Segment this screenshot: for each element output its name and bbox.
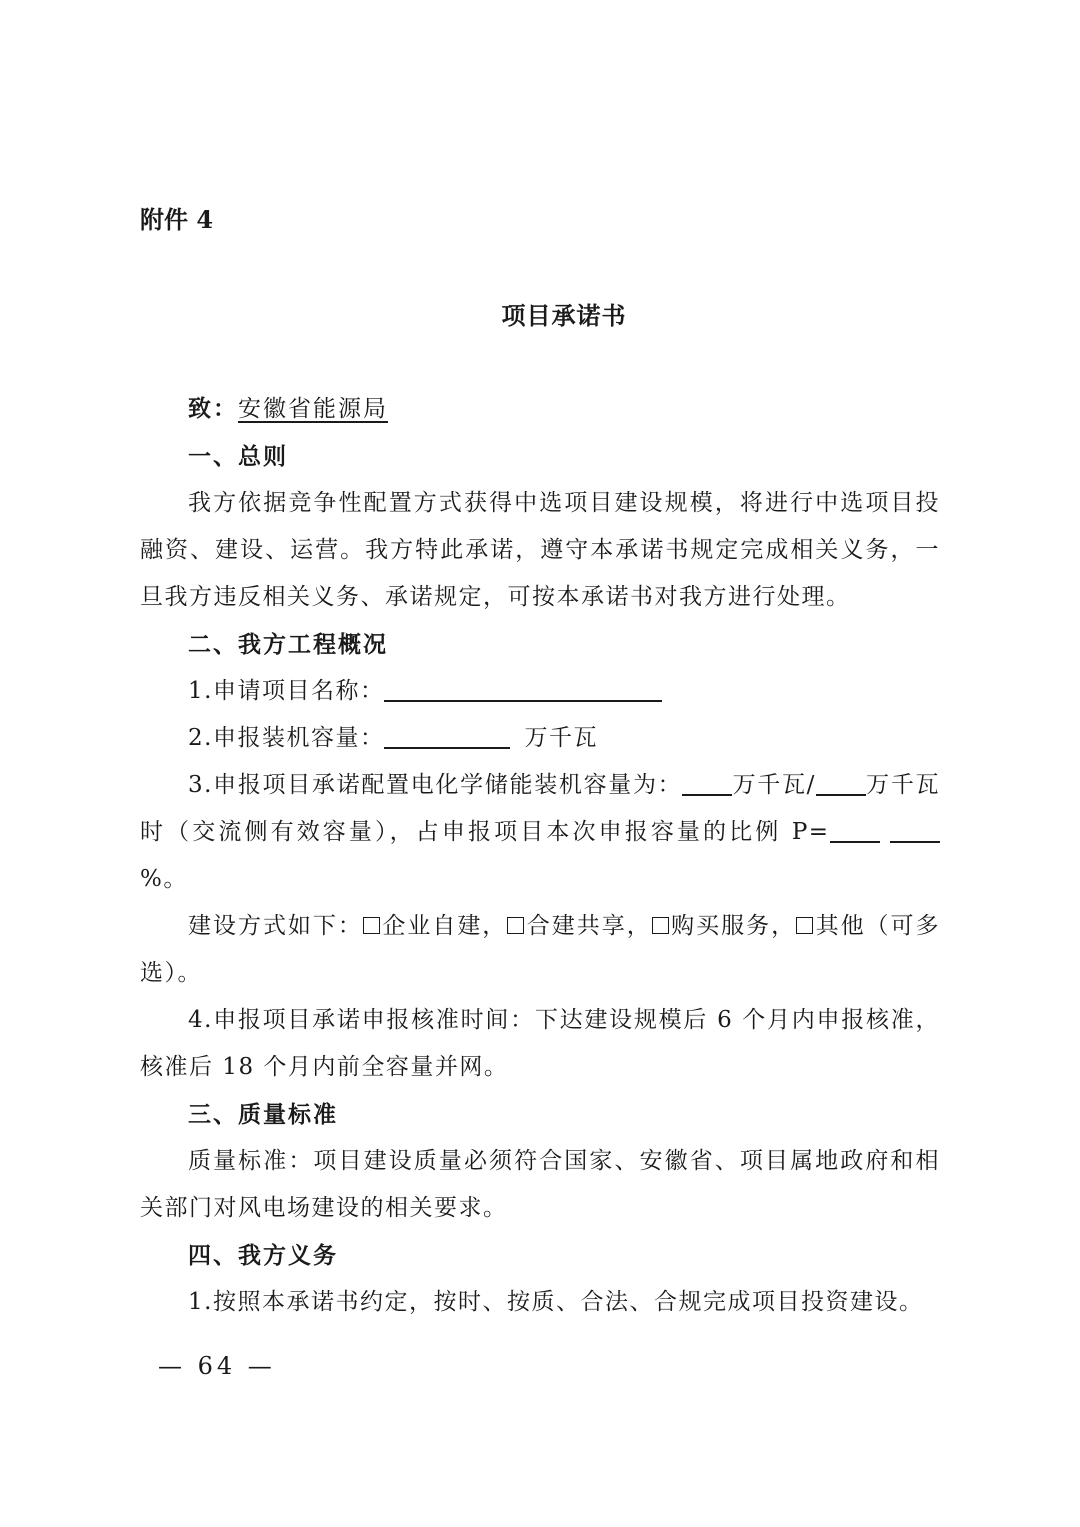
recipient-line <box>140 385 940 433</box>
project-name-label: 1.申请项目名称： <box>188 678 385 704</box>
recipient-label: 致： <box>188 395 238 422</box>
recipient-name: 安徽省能源局 <box>238 396 388 422</box>
capacity-label: 2.申报装机容量： <box>188 725 385 751</box>
project-name-blank[interactable] <box>384 678 662 702</box>
checkbox-other[interactable] <box>796 917 813 934</box>
ratio-blank-1[interactable] <box>830 819 880 843</box>
section-1-text: 我方依据竞争性配置方式获得中选项目建设规模，将进行中选项目投融资、建设、运营。我方特此承诺，遵守本承诺书规定完成相关义务，一旦我方违反相关义务、承诺规定，可按本承诺书对我方进行处理。 <box>140 490 940 610</box>
storage-unit-energy: 万千瓦时（交流侧有效容量），占申报项目本次申报容量的比例 P= <box>140 772 941 845</box>
capacity-unit: 万千瓦 <box>524 725 598 751</box>
project-name-line <box>140 668 940 715</box>
storage-unit-power: 万千瓦/ <box>732 772 816 798</box>
approval-time-paragraph: 4.申报项目承诺申报核准时间：下达建设规模后 6 个月内申报核准，核准后 18 个月内前全容量并网。 <box>140 1007 940 1080</box>
build-method-paragraph <box>140 903 940 997</box>
document-title: 项目承诺书 <box>501 301 627 330</box>
section-1-heading: 一、总则 <box>188 443 288 470</box>
section-2-heading: 二、我方工程概况 <box>188 631 388 658</box>
section-3-heading: 三、质量标准 <box>188 1101 338 1128</box>
attachment-label: 附件 4 <box>140 205 214 234</box>
option-shared-build: 合建共享， <box>526 913 652 939</box>
section-3-text: 质量标准：项目建设质量必须符合国家、安徽省、项目属地政府和相关部门对风电场建设的相关要求。 <box>140 1148 940 1221</box>
option-self-build: 企业自建， <box>381 913 508 939</box>
capacity-line <box>140 715 940 762</box>
option-purchase-service: 购买服务， <box>670 913 797 939</box>
build-method-label: 建设方式如下： <box>188 913 363 939</box>
option-other: 其他（可多选）。 <box>140 913 941 986</box>
storage-paragraph <box>140 762 940 903</box>
checkbox-purchase-service[interactable] <box>652 917 669 934</box>
document-body <box>140 385 940 1326</box>
page-number: — 64 — <box>158 1352 276 1380</box>
storage-power-blank[interactable] <box>682 772 732 796</box>
checkbox-self-build[interactable] <box>363 917 380 934</box>
storage-prefix: 3.申报项目承诺配置电化学储能装机容量为： <box>188 772 683 798</box>
section-4-heading: 四、我方义务 <box>188 1242 338 1269</box>
ratio-suffix: %。 <box>140 866 188 892</box>
storage-energy-blank[interactable] <box>816 772 866 796</box>
ratio-blank-2[interactable] <box>890 819 940 843</box>
checkbox-shared-build[interactable] <box>507 917 524 934</box>
capacity-blank[interactable] <box>384 725 510 749</box>
section-4-item-1: 1.按照本承诺书约定，按时、按质、合法、合规完成项目投资建设。 <box>188 1289 924 1315</box>
